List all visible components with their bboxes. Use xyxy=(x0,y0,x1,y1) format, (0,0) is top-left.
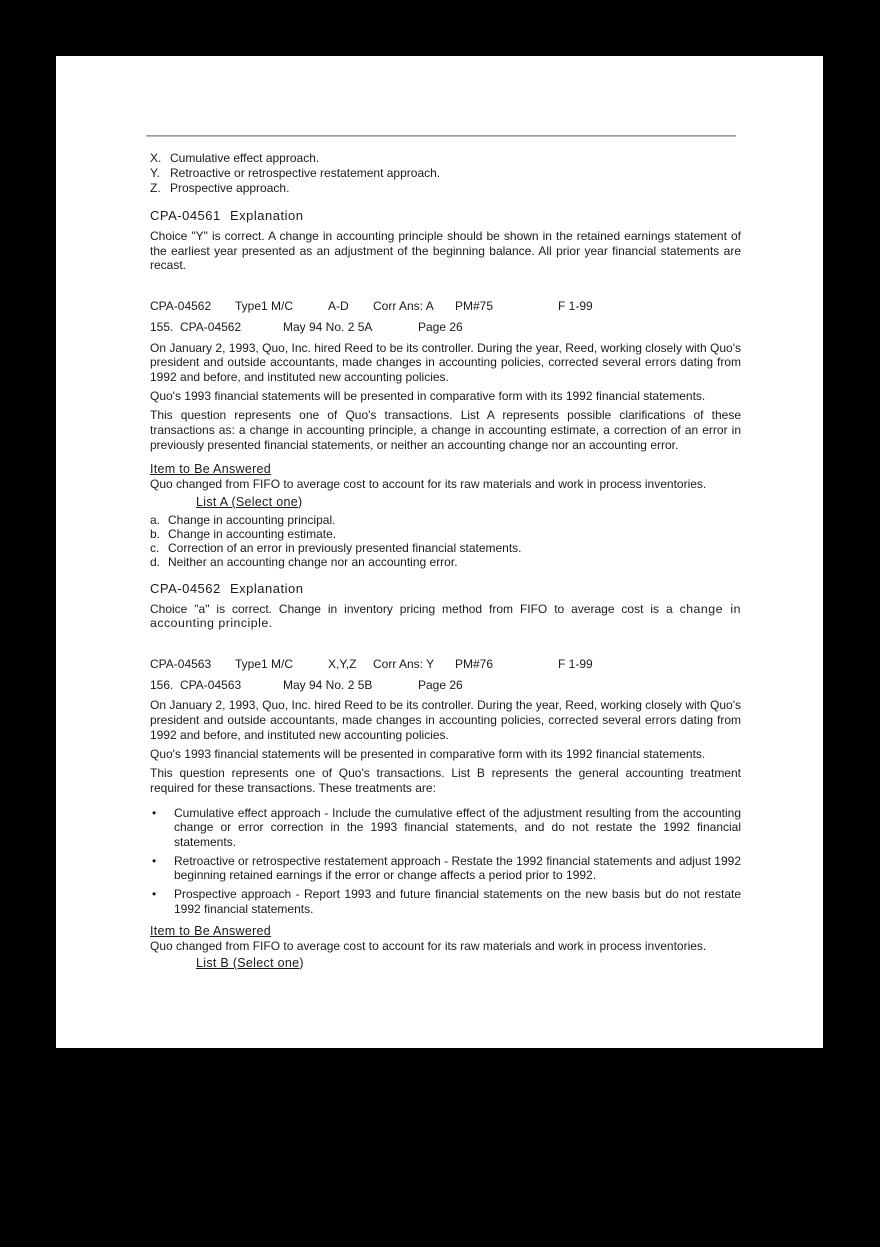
question-id: CPA-04562 xyxy=(150,299,212,314)
option-letter: X. xyxy=(150,151,162,165)
question-number: 156. xyxy=(150,677,174,692)
pm-number: PM#76 xyxy=(455,657,494,672)
option-text: Correction of an error in previously presented financial statements. xyxy=(168,540,522,555)
explanation-label: Explanation xyxy=(230,580,304,596)
carryover-option-row xyxy=(150,151,741,166)
option-letter: c. xyxy=(150,540,160,555)
option-letter: d. xyxy=(150,554,161,569)
question-description-paragraph: This question represents one of Quo's transactions. List A represents possible clarifications of these transactions as: a change in accounting principle, a change in accounting estimate, a correction of an error in previously presented financial statements, or neither an accounting change nor an accounting error. xyxy=(150,408,741,452)
option-letter: a. xyxy=(150,512,161,527)
question-155-header xyxy=(150,299,741,314)
explanation-body-emphasis: change in accounting principle. xyxy=(150,601,741,631)
option-row xyxy=(150,541,741,555)
bullet-icon: • xyxy=(152,805,157,820)
option-text: Change in accounting principal. xyxy=(168,512,336,527)
comparative-statement-paragraph: Quo's 1993 financial statements will be presented in comparative form with its 1992 financial statements. xyxy=(150,746,706,761)
list-a-heading-text: List A (Select one xyxy=(196,495,298,510)
option-text: Prospective approach. xyxy=(170,181,290,195)
bullet-row xyxy=(150,854,741,883)
item-to-be-answered-text: Quo changed from FIFO to average cost to account for its raw materials and work in process inventories. xyxy=(150,477,707,492)
option-text: Change in accounting estimate. xyxy=(168,526,337,541)
source-flag: F 1-99 xyxy=(558,299,593,314)
answer-choices: A-D xyxy=(328,299,349,314)
bullet-icon: • xyxy=(152,853,157,868)
question-intro-paragraph: On January 2, 1993, Quo, Inc. hired Reed to be its controller. During the year, Reed, working closely with Quo's president and outside accountants, made changes in accounting policies, corrected several errors dating from 1992 and before, and instituted new accounting policies. xyxy=(150,698,741,742)
option-row xyxy=(150,513,741,527)
pm-number: PM#75 xyxy=(455,299,494,314)
list-a-options xyxy=(150,513,741,569)
page-ref: Page 26 xyxy=(418,319,463,334)
bullet-text: Cumulative effect approach - Include the cumulative effect of the adjustment resulting from the accounting change or error correction in the 1993 financial statements, and do not restate the 1992 financial statements. xyxy=(174,805,741,850)
question-intro-paragraph: On January 2, 1993, Quo, Inc. hired Reed to be its controller. During the year, Reed, working closely with Quo's president and outside accountants, made changes in accounting policies, corrected several errors dating from 1992 and before, and instituted new accounting policies. xyxy=(150,340,741,384)
explanation-question-id: CPA-04561 xyxy=(150,208,221,223)
explanation-body-04562 xyxy=(150,602,741,631)
question-id: CPA-04563 xyxy=(150,657,212,672)
list-a-heading-paren: ) xyxy=(298,495,303,510)
question-156-header xyxy=(150,657,741,672)
question-155-meta xyxy=(150,320,741,335)
bullet-text: Prospective approach - Report 1993 and future financial statements on the new basis but do not restate 1992 financial statements. xyxy=(174,887,741,916)
treatment-bullet-list xyxy=(150,806,741,917)
option-letter: b. xyxy=(150,526,161,541)
document-page xyxy=(56,56,823,1048)
item-to-be-answered-text: Quo changed from FIFO to average cost to account for its raw materials and work in process inventories. xyxy=(150,938,707,953)
question-156-meta xyxy=(150,678,741,693)
page-ref: Page 26 xyxy=(418,677,463,692)
item-to-be-answered-heading: Item to Be Answered xyxy=(150,462,272,477)
explanation-body-start: Choice "a" is correct. Change in inventory pricing method from FIFO to average cost is a xyxy=(150,601,680,616)
explanation-body-04561: Choice "Y" is correct. A change in accounting principle should be shown in the retained earnings statement of the earliest year presented as an adjustment of the beginning balance. All prior year financial statements are recast. xyxy=(150,229,741,273)
explanation-label: Explanation xyxy=(230,208,304,223)
explanation-heading-04561 xyxy=(150,208,741,224)
option-text: Cumulative effect approach. xyxy=(170,151,320,165)
item-to-be-answered-heading: Item to Be Answered xyxy=(150,923,272,938)
bullet-row xyxy=(150,806,741,850)
explanation-question-id: CPA-04562 xyxy=(150,580,221,596)
comparative-statement-paragraph: Quo's 1993 financial statements will be presented in comparative form with its 1992 financial statements. xyxy=(150,388,706,403)
source-flag: F 1-99 xyxy=(558,657,593,672)
option-letter: Z. xyxy=(150,181,161,195)
bullet-text: Retroactive or retrospective restatement approach - Restate the 1992 financial statements and adjust 1992 beginning retained earnings if the error or change affects a period prior to 1992. xyxy=(174,853,741,883)
page-content xyxy=(150,56,741,972)
top-divider xyxy=(146,135,736,137)
exam-source: May 94 No. 2 5A xyxy=(283,319,373,334)
carryover-option-row xyxy=(150,166,741,181)
list-b-heading-text: List B (Select one xyxy=(196,956,300,971)
explanation-heading-04562 xyxy=(150,581,741,597)
option-text: Retroactive or retrospective restatement approach. xyxy=(170,166,441,180)
exam-source: May 94 No. 2 5B xyxy=(283,677,373,692)
bullet-icon: • xyxy=(152,887,157,902)
correct-answer: Corr Ans: Y xyxy=(373,657,435,672)
question-type: Type1 M/C xyxy=(235,299,294,314)
carryover-option-row xyxy=(150,181,741,196)
option-row xyxy=(150,555,741,569)
question-id: CPA-04563 xyxy=(180,677,242,692)
list-a-heading xyxy=(196,495,741,511)
correct-answer: Corr Ans: A xyxy=(373,299,434,314)
carryover-option-list xyxy=(150,151,741,196)
option-letter: Y. xyxy=(150,166,160,180)
option-row xyxy=(150,527,741,541)
bullet-row xyxy=(150,887,741,916)
list-b-heading xyxy=(196,956,741,972)
question-number: 155. xyxy=(150,319,174,334)
question-description-paragraph: This question represents one of Quo's transactions. List B represents the general accounting treatment required for these transactions. These treatments are: xyxy=(150,766,741,795)
answer-choices: X,Y,Z xyxy=(328,657,357,672)
question-id: CPA-04562 xyxy=(180,319,242,334)
question-type: Type1 M/C xyxy=(235,657,294,672)
list-b-heading-paren: ) xyxy=(299,956,304,971)
option-text: Neither an accounting change nor an accounting error. xyxy=(168,554,458,569)
